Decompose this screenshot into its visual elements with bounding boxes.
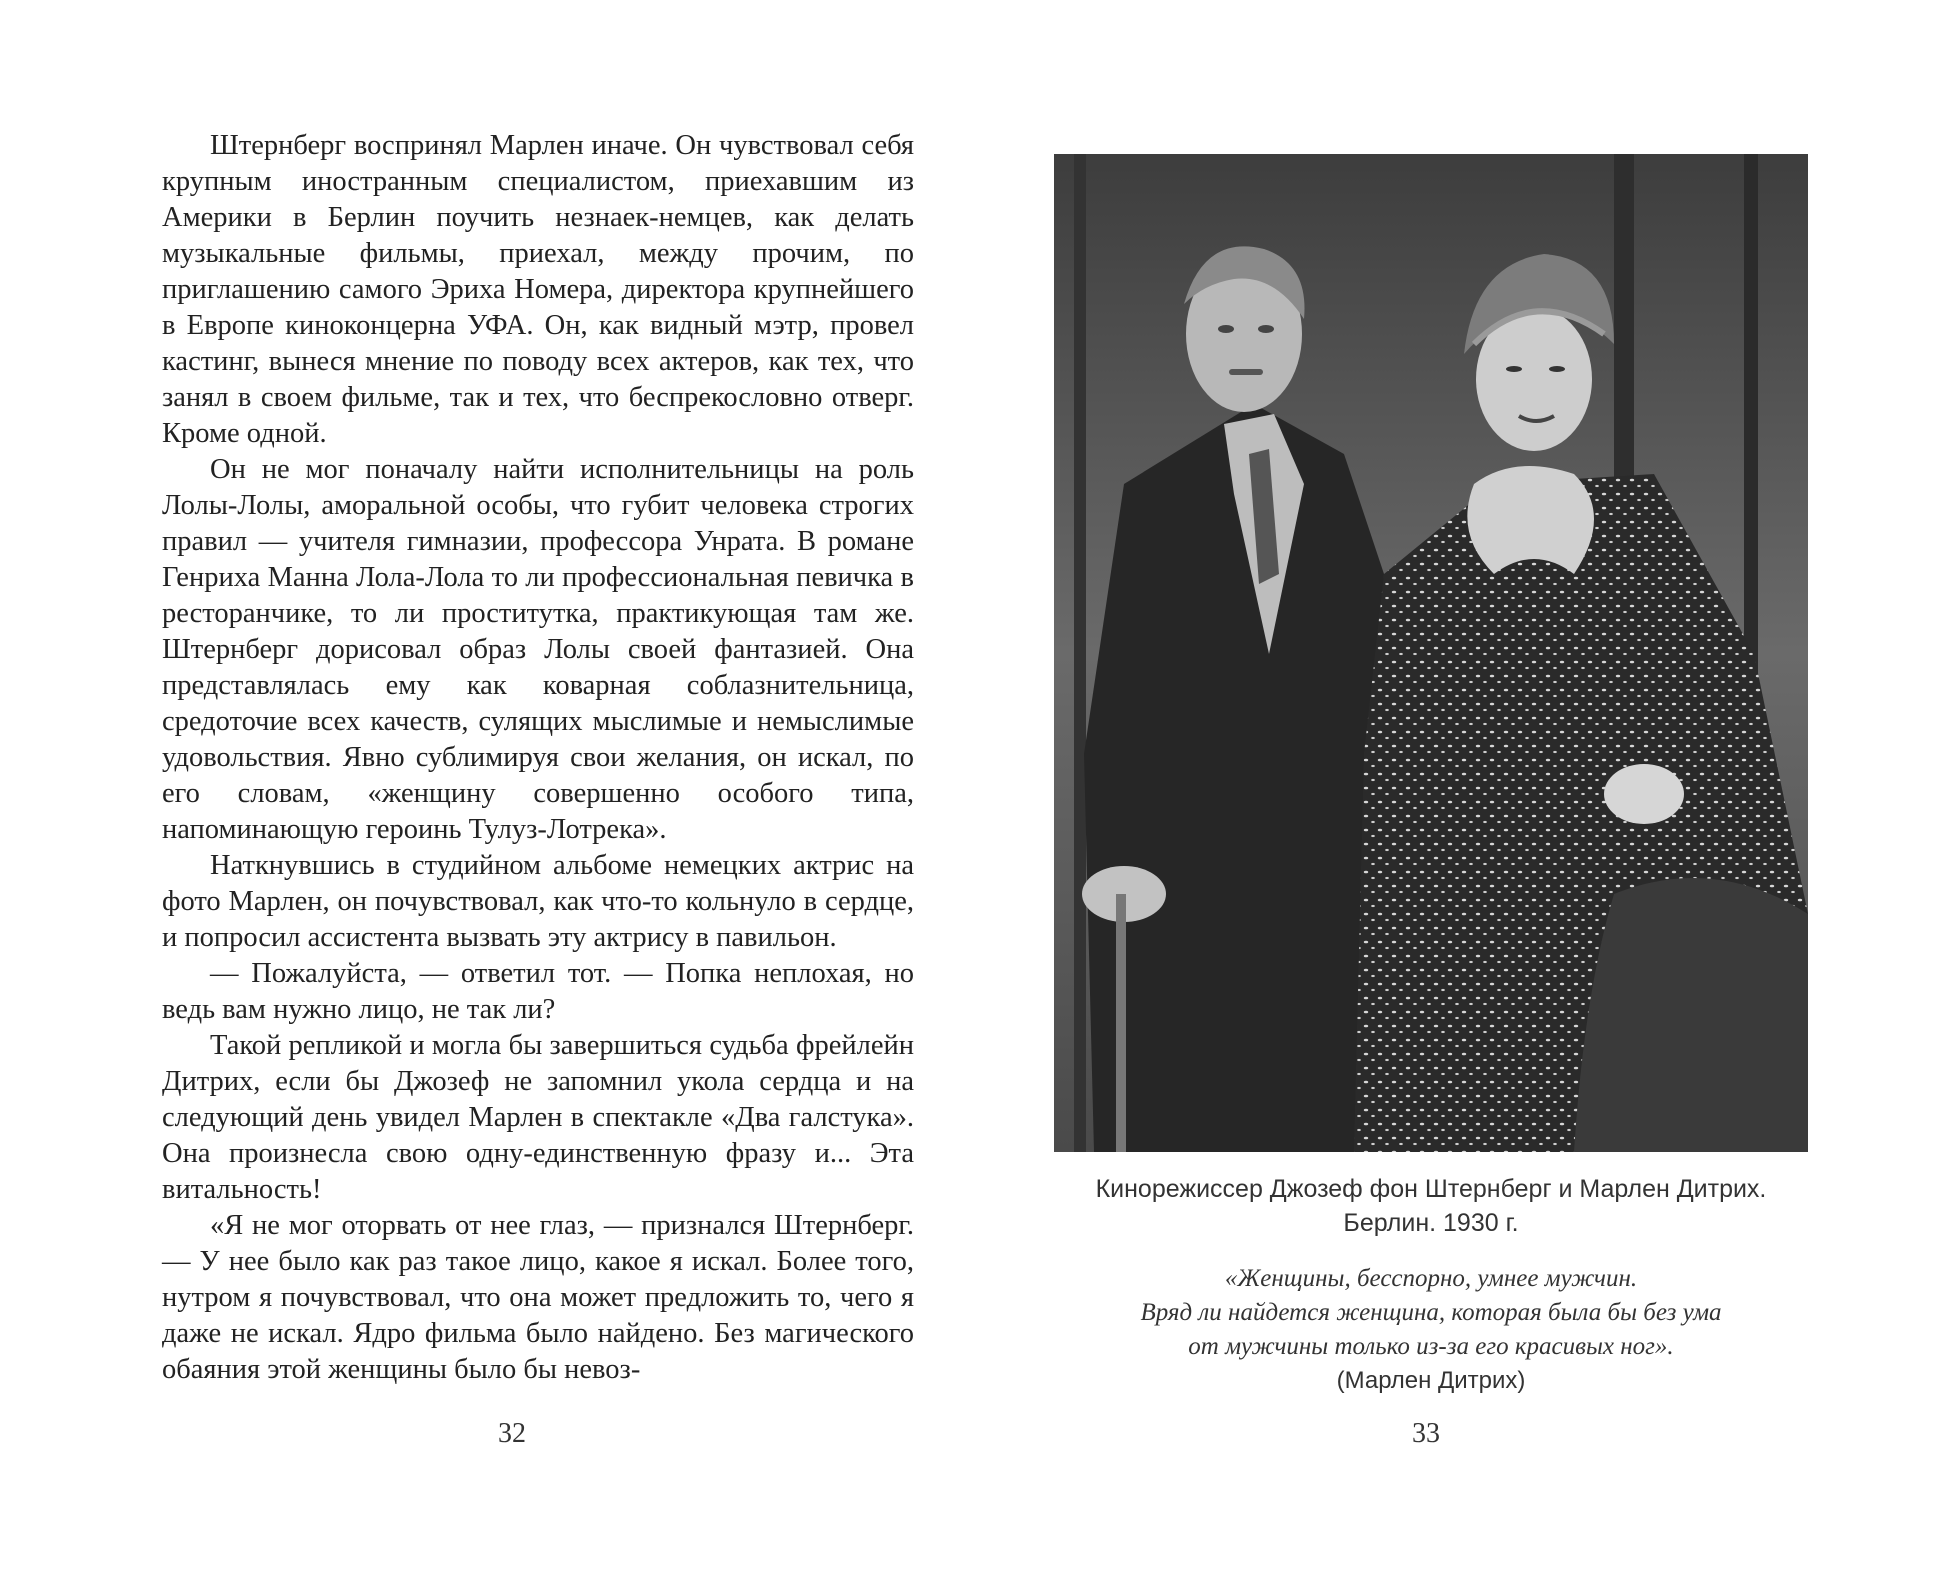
epigraph-quote (1054, 1262, 1808, 1398)
paragraph: Наткнувшись в студийном альбоме немецких актрис на фото Марлен, он почувствовал, как что-то кольнуло в сердце, и попросил ассистента вызвать эту актрису в павильон. (162, 850, 914, 953)
quote-line: «Женщины, бесспорно, умнее мужчин. (1224, 1265, 1638, 1292)
paragraph: Штернберг воспринял Марлен иначе. Он чувствовал себя крупным иностранным специалистом, приехавшим из Америки в Берлин поучить незнаек-немцев, как делать музыкальные фильмы, приехал, между прочим, по приглашению самого Эриха Номера, директора крупнейшего в Европе киноконцерна УФА. Он, как видный мэтр, провел кастинг, вынеся мнение по поводу всех актеров, как тех, что занял в своем фильме, так и тех, что беспрекословно отверг. Кроме одной. (162, 130, 914, 449)
page-number-right: 33 (1412, 1418, 1440, 1449)
quote-line: от мужчины только из-за его красивых ног». (1188, 1333, 1674, 1360)
caption-line: Берлин. 1930 г. (1343, 1209, 1519, 1237)
photo-caption (1054, 1172, 1808, 1240)
quote-line: Вряд ли найдется женщина, которая была бы без ума (1140, 1299, 1722, 1326)
historical-photo (1054, 154, 1808, 1152)
caption-line: Кинорежиссер Джозеф фон Штернберг и Марлен Дитрих. (1095, 1175, 1767, 1203)
paragraph: Он не мог поначалу найти исполнительницы на роль Лолы-Лолы, аморальной особы, что губит человека строгих правил — учителя гимназии, профессора Унрата. В романе Генриха Манна Лола-Лола то ли профессиональная певичка в ресторанчике, то ли проститутка, практикующая там же. Штернберг дорисовал образ Лолы своей фантазией. Она представлялась ему как коварная соблазнительница, средоточие всех качеств, сулящих мыслимые и немыслимые удовольствия. Явно сублимируя свои желания, он искал, по его словам, «женщину совершенно особого типа, напоминающую героинь Тулуз-Лотрека». (162, 454, 914, 845)
left-page-text (162, 128, 914, 1388)
paragraph: «Я не мог оторвать от нее глаз, — признался Штернберг. — У нее было как раз такое лицо, какое я искал. Более того, нутром я почувствовал, что она может предложить то, чего я даже не искал. Ядро фильма было найдено. Без магического обаяния этой женщины было бы невоз- (162, 1210, 914, 1385)
page-number-left: 32 (498, 1418, 526, 1449)
paragraph: Такой репликой и могла бы завершиться судьба фрейлейн Дитрих, если бы Джозеф не запомнил укола сердца и на следующий день увидел Марлен в спектакле «Два галстука». Она произнесла свою одну-единственную фразу и... Эта витальность! (162, 1030, 914, 1205)
paragraph: — Пожалуйста, — ответил тот. — Попка неплохая, но ведь вам нужно лицо, не так ли? (162, 958, 914, 1025)
photo-illustration (1054, 154, 1808, 1152)
quote-author: (Марлен Дитрих) (1336, 1367, 1526, 1394)
